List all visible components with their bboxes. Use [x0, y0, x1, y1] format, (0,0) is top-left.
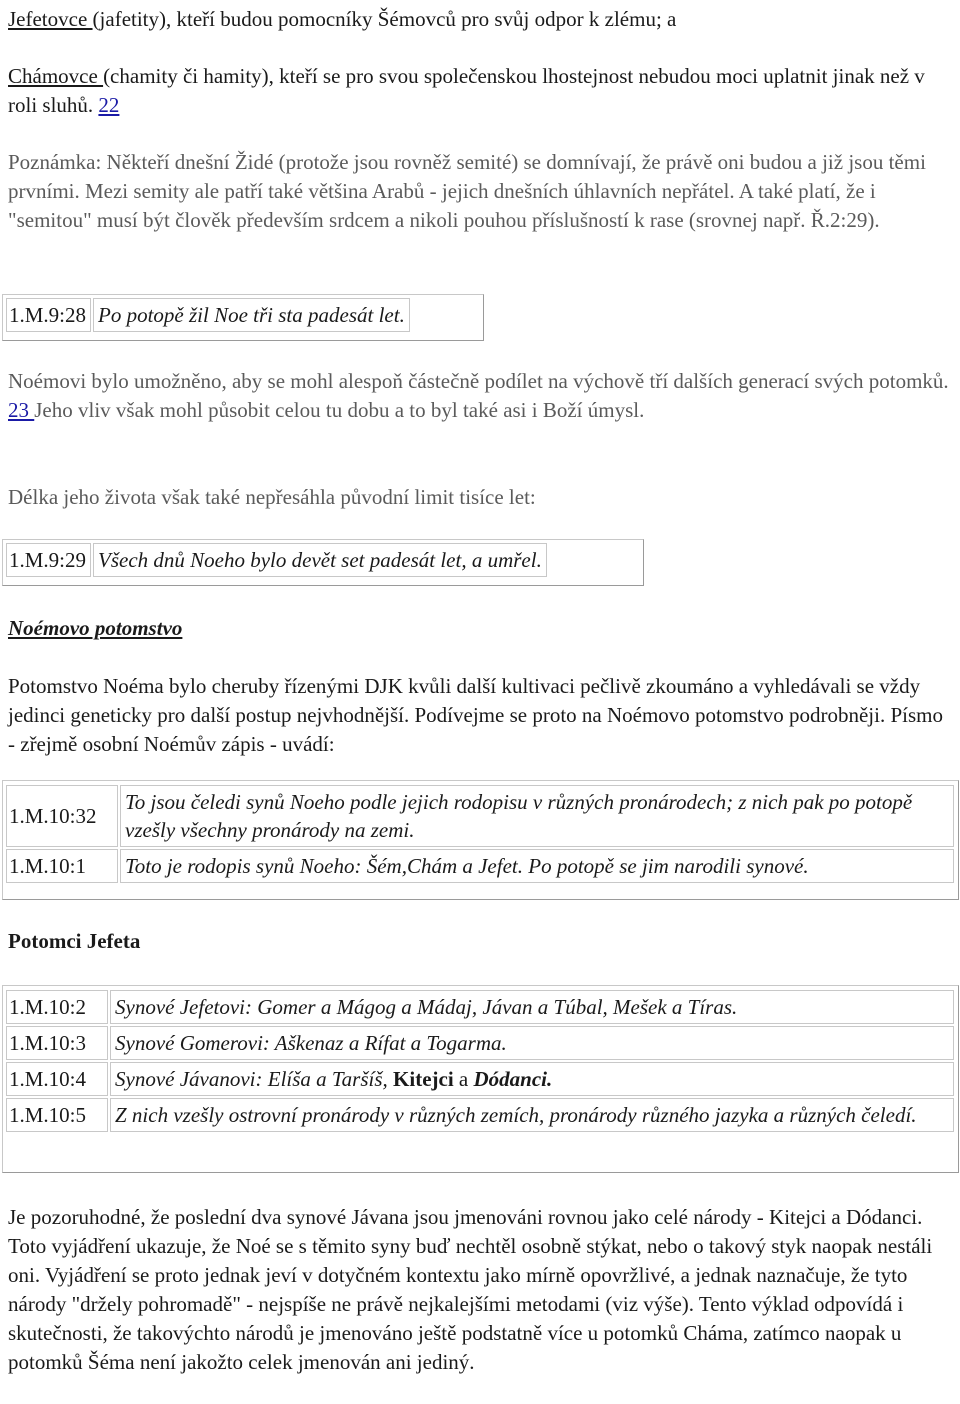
paragraph-text: (jafetity), kteří budou pomocníky Šémovců pro svůj odpor k zlému; a: [92, 7, 677, 31]
paragraph-text: (chamity či hamity), kteří se pro svou společenskou lhostejnost nebudou moci uplatnit jinak než v roli sluhů.: [8, 64, 925, 117]
verse-table-9-29: [4, 541, 549, 579]
table-row: [6, 1026, 954, 1060]
verse-text: Synové Jefetovi: Gomer a Mágog a Mádaj, Jávan a Túbal, Mešek a Tíras.: [110, 990, 954, 1024]
verse-reference: 1.M.10:3: [6, 1026, 108, 1060]
section-heading-japheth: Potomci Jefeta: [8, 929, 141, 953]
table-row: [6, 849, 954, 883]
section-heading-noem-offspring: Noémovo potomstvo: [8, 616, 183, 640]
verse-text-part: a: [453, 1067, 474, 1091]
link-chamovce[interactable]: Chámovce: [8, 64, 104, 88]
verse-reference: 1.M.9:28: [6, 298, 91, 332]
paragraph-offspring: Potomstvo Noéma bylo cheruby řízenými DJK kvůli další kultivaci pečlivě zkoumáno a vyhledávali se vždy jedinci geneticky pro další postup nejvhodnější. Podívejme se proto na Noémovo potomstvo podrobněji. Písmo - zřejmě osobní Noémův zápis - uvádí:: [8, 674, 943, 756]
table-row: [6, 1062, 954, 1096]
paragraph-javan-sons: Je pozoruhodné, že poslední dva synové Jávana jsou jmenováni rovnou jako celé národy - Kitejci a Dódanci. Toto vyjádření ukazuje, že Noé se s těmito syny buď nechtěl osobně stýkat, nebo o takový styk naopak nestáli oni. Vyjádření se proto jednak jeví v dotyčném kontextu jako mírně opovržlivé, a jednak naznačuje, že tyto národy "držely pohromadě" - nejspíše ne právě nejkalejšími metodami (viz výše). Tento výklad odpovídá i skutečnosti, že takovýchto národů je jmenováno ještě podstatně více u potomků Cháma, zatímco naopak u potomků Šéma není jakožto celek jmenován ani jediný.: [8, 1205, 933, 1374]
verse-text: To jsou čeledi synů Noeho podle jejich rodopisu v různých pronárodech; z nich pak po potopě vzešly všechny pronárody na zemi.: [120, 785, 954, 847]
verse-text: Všech dnů Noeho bylo devět set padesát let, a umřel.: [93, 543, 547, 577]
table-row: [6, 785, 954, 847]
table-row: [6, 543, 547, 577]
paragraph-chamovce: [8, 62, 950, 120]
paragraph-note: Poznámka: Někteří dnešní Židé (protože jsou rovněž semité) se domnívají, že právě oni budou a již jsou těmi prvními. Mezi semity ale patří také většina Arabů - jejich dnešních úhlavních nepřátel. A také platí, že i "semitou" musí být člověk především srdcem a nikoli pouhou příslušností k rase (srovnej např. Ř.2:29).: [8, 150, 926, 232]
verse-reference: 1.M.10:32: [6, 785, 118, 847]
paragraph-jefetovce: [8, 5, 950, 34]
footnote-link-22[interactable]: 22: [98, 93, 120, 117]
verse-text: [110, 1062, 954, 1096]
verse-reference: 1.M.10:1: [6, 849, 118, 883]
verse-reference: 1.M.10:5: [6, 1098, 108, 1132]
table-row: [6, 1098, 954, 1132]
verse-nation-kitejci: Kitejci: [393, 1067, 454, 1091]
verse-reference: 1.M.10:2: [6, 990, 108, 1024]
paragraph-text: Jeho vliv však mohl působit celou tu dobu a to byl také asi i Boží úmysl.: [34, 398, 645, 422]
verse-nation-dodanci: Dódanci.: [473, 1067, 553, 1091]
verse-table-10-32: [4, 783, 956, 885]
verse-text: Synové Gomerovi: Aškenaz a Rífat a Togarma.: [110, 1026, 954, 1060]
paragraph-text: Noémovi bylo umožněno, aby se mohl alespoň částečně podílet na výchově tří dalších generací svých potomků.: [8, 369, 949, 393]
table-row: [6, 298, 410, 332]
verse-text: Z nich vzešly ostrovní pronárody v různých zemích, pronárody různého jazyka a různých čeledí.: [110, 1098, 954, 1132]
paragraph-lifespan: Délka jeho života však také nepřesáhla původní limit tisíce let:: [8, 485, 536, 509]
verse-reference: 1.M.10:4: [6, 1062, 108, 1096]
paragraph-noem-influence: [8, 367, 950, 425]
table-row: [6, 990, 954, 1024]
verse-table-10-2: [4, 988, 956, 1134]
footnote-link-23[interactable]: 23: [8, 398, 35, 422]
verse-text-part: Synové Jávanovi: Elíša a Taršíš,: [115, 1067, 394, 1091]
verse-text: Po potopě žil Noe tři sta padesát let.: [93, 298, 410, 332]
verse-table-9-28: [4, 296, 412, 334]
verse-reference: 1.M.9:29: [6, 543, 91, 577]
link-jefetovce[interactable]: Jefetovce: [8, 7, 93, 31]
verse-text: Toto je rodopis synů Noeho: Šém,Chám a Jefet. Po potopě se jim narodili synové.: [120, 849, 954, 883]
